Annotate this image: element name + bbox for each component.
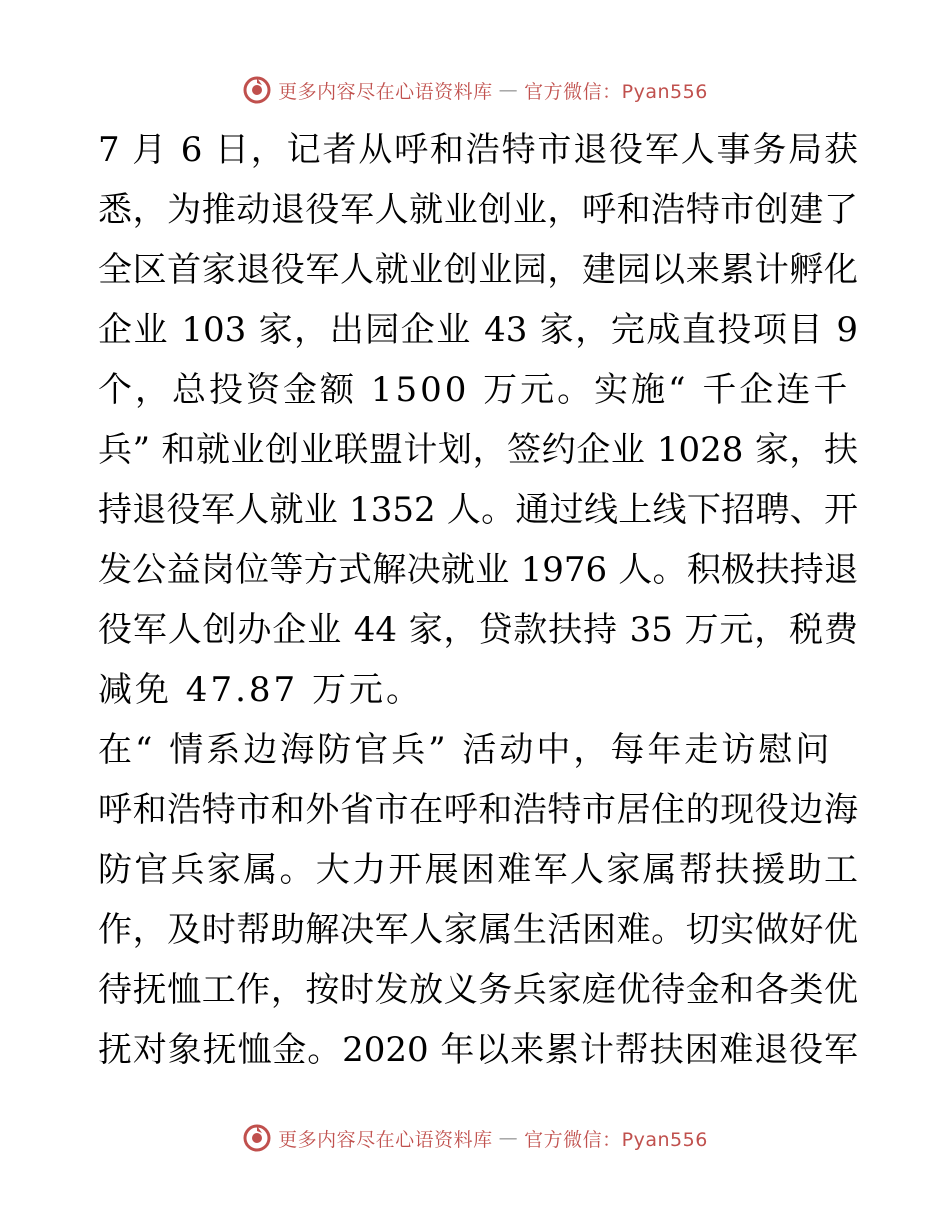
text-line: 7 月 6 日，记者从呼和浩特市退役军人事务局获 — [98, 130, 858, 170]
watermark-text: 更多内容尽在心语资料库 — [278, 80, 493, 103]
text-line: 防官兵家属。大力开展困难军人家属帮扶援助工 — [98, 850, 858, 890]
watermark-wechat: 官方微信：Pyan556 — [524, 80, 708, 103]
watermark-separator: — — [498, 79, 519, 101]
text-line: 待抚恤工作，按时发放义务兵家庭优待金和各类优 — [98, 970, 858, 1010]
text-line: 企业 103 家，出园企业 43 家，完成直投项目 9 — [98, 310, 858, 350]
text-line: 悉，为推动退役军人就业创业，呼和浩特市创建了 — [98, 190, 858, 230]
brand-logo-icon — [242, 1123, 272, 1153]
text-line: 作，及时帮助解决军人家属生活困难。切实做好优 — [98, 910, 858, 950]
text-line: 抚对象抚恤金。2020 年以来累计帮扶困难退役军 — [98, 1030, 858, 1070]
watermark-separator: — — [498, 1127, 519, 1149]
watermark-header — [0, 70, 950, 110]
text-line: 役军人创办企业 44 家，贷款扶持 35 万元，税费 — [98, 610, 858, 650]
text-line: 兵” 和就业创业联盟计划，签约企业 1028 家，扶 — [98, 430, 858, 470]
text-line: 个，总投资金额 1500 万元。实施“ 千企连千 — [98, 370, 851, 410]
brand-logo-icon — [242, 75, 272, 105]
text-line: 在“ 情系边海防官兵” 活动中，每年走访慰问 — [98, 730, 833, 770]
text-line: 发公益岗位等方式解决就业 1976 人。积极扶持退 — [98, 550, 858, 590]
text-line: 呼和浩特市和外省市在呼和浩特市居住的现役边海 — [98, 790, 858, 830]
text-line: 全区首家退役军人就业创业园，建园以来累计孵化 — [98, 250, 858, 290]
watermark-text: 更多内容尽在心语资料库 — [278, 1128, 493, 1151]
text-line: 减免 47.87 万元。 — [98, 670, 423, 710]
text-line: 持退役军人就业 1352 人。通过线上线下招聘、开 — [98, 490, 858, 530]
watermark-wechat: 官方微信：Pyan556 — [524, 1128, 708, 1151]
watermark-footer — [0, 1118, 950, 1158]
